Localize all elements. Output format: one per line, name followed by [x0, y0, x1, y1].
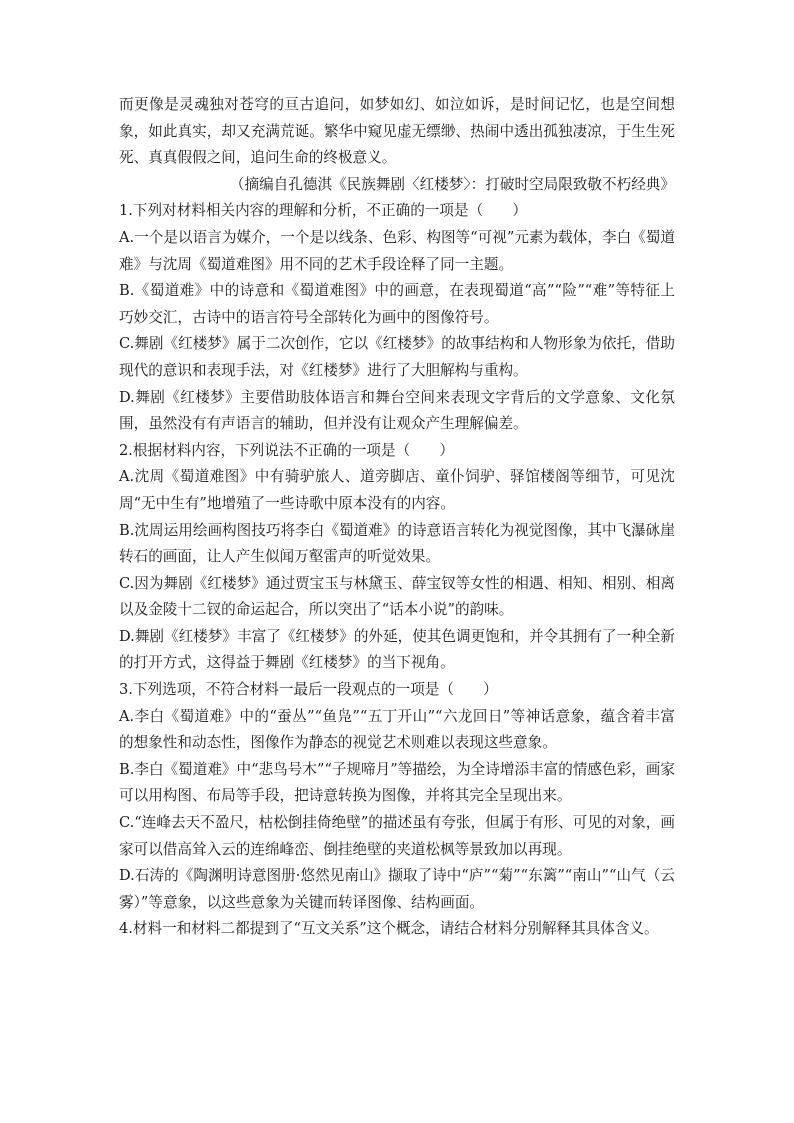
- question-2-option-d: D.舞剧《红楼梦》丰富了《红楼梦》的外延，使其色调更饱和，并令其拥有了一种全新的打开方式，这得益于舞剧《红楼梦》的当下视角。: [119, 627, 675, 672]
- question-4-stem: 4.材料一和材料二都提到了“互文关系”这个概念，请结合材料分别解释其具体含义。: [119, 920, 659, 938]
- intro-paragraph: 而更像是灵魂独对苍穹的亘古追问，如梦如幻、如泣如诉，是时间记忆，也是空间想象，如此真实，却又充满荒诞。繁华中窥见虚无缥缈、热闹中透出孤独凄凉，于生生死死、真真假假之间，追问生命的终极意义。: [119, 96, 675, 167]
- question-2-option-b: B.沈周运用绘画构图技巧将李白《蜀道难》的诗意语言转化为视觉图像，其中飞瀑砯崖转石的画面，让人产生似闻万壑雷声的听觉效果。: [119, 521, 675, 566]
- question-1-option-a: A.一个是以语言为媒介，一个是以线条、色彩、构图等“可视”元素为载体，李白《蜀道难》与沈周《蜀道难图》用不同的艺术手段诠释了同一主题。: [119, 228, 675, 273]
- question-2-stem: 2.根据材料内容，下列说法不正确的一项是（ ）: [119, 441, 454, 459]
- question-2-option-c: C.因为舞剧《红楼梦》通过贾宝玉与林黛玉、薛宝钗等女性的相遇、相知、相别、相离以及金陵十二钗的命运起合，所以突出了“话本小说”的韵味。: [119, 574, 675, 619]
- question-3-option-a: A.李白《蜀道难》中的“蚕丛”“鱼凫”“五丁开山”“六龙回日”等神话意象，蕴含着丰富的想象性和动态性，图像作为静态的视觉艺术则难以表现这些意象。: [119, 707, 675, 752]
- question-2-option-a: A.沈周《蜀道难图》中有骑驴旅人、道旁脚店、童仆饲驴、驿馆楼阁等细节，可见沈周“无中生有”地增殖了一些诗歌中原本没有的内容。: [119, 468, 675, 512]
- question-3-option-b: B.李白《蜀道难》中“悲鸟号木”“子规啼月”等描绘，为全诗增添丰富的情感色彩，画家可以用构图、布局等手段，把诗意转换为图像，并将其完全呈现出来。: [119, 760, 675, 805]
- source-citation: （摘编自孔德淇《民族舞剧〈红楼梦〉：打破时空局限致敬不朽经典》: [229, 175, 675, 193]
- question-3-stem: 3.下列选项，不符合材料一最后一段观点的一项是（ ）: [119, 681, 498, 699]
- question-1-option-c: C.舞剧《红楼梦》属于二次创作，它以《红楼梦》的故事结构和人物形象为依托，借助现代的意识和表现手法，对《红楼梦》进行了大胆解构与重构。: [119, 335, 675, 379]
- document-page: [119, 92, 675, 943]
- question-3-option-d: D.石涛的《陶渊明诗意图册·悠然见南山》撷取了诗中“庐”“菊”“东篱”“南山”“山气（云雾）”等意象，以这些意象为关键而转译图像、结构画面。: [119, 867, 675, 911]
- question-1-option-b: B.《蜀道难》中的诗意和《蜀道难图》中的画意，在表现蜀道“高”“险”“难”等特征上巧妙交汇，古诗中的语言符号全部转化为画中的图像符号。: [119, 282, 675, 326]
- question-3-option-c: C.“连峰去天不盈尺，枯松倒挂倚绝壁”的描述虽有夸张，但属于有形、可见的对象，画家可以借高耸入云的连绵峰峦、倒挂绝壁的夹道松枫等景致加以再现。: [119, 814, 675, 858]
- question-1-stem: 1.下列对材料相关内容的理解和分析，不正确的一项是（ ）: [119, 202, 527, 220]
- question-1-option-d: D.舞剧《红楼梦》主要借助肢体语言和舞台空间来表现文字背后的文学意象、文化氛围，虽然没有有声语言的辅助，但并没有让观众产生理解偏差。: [119, 388, 675, 433]
